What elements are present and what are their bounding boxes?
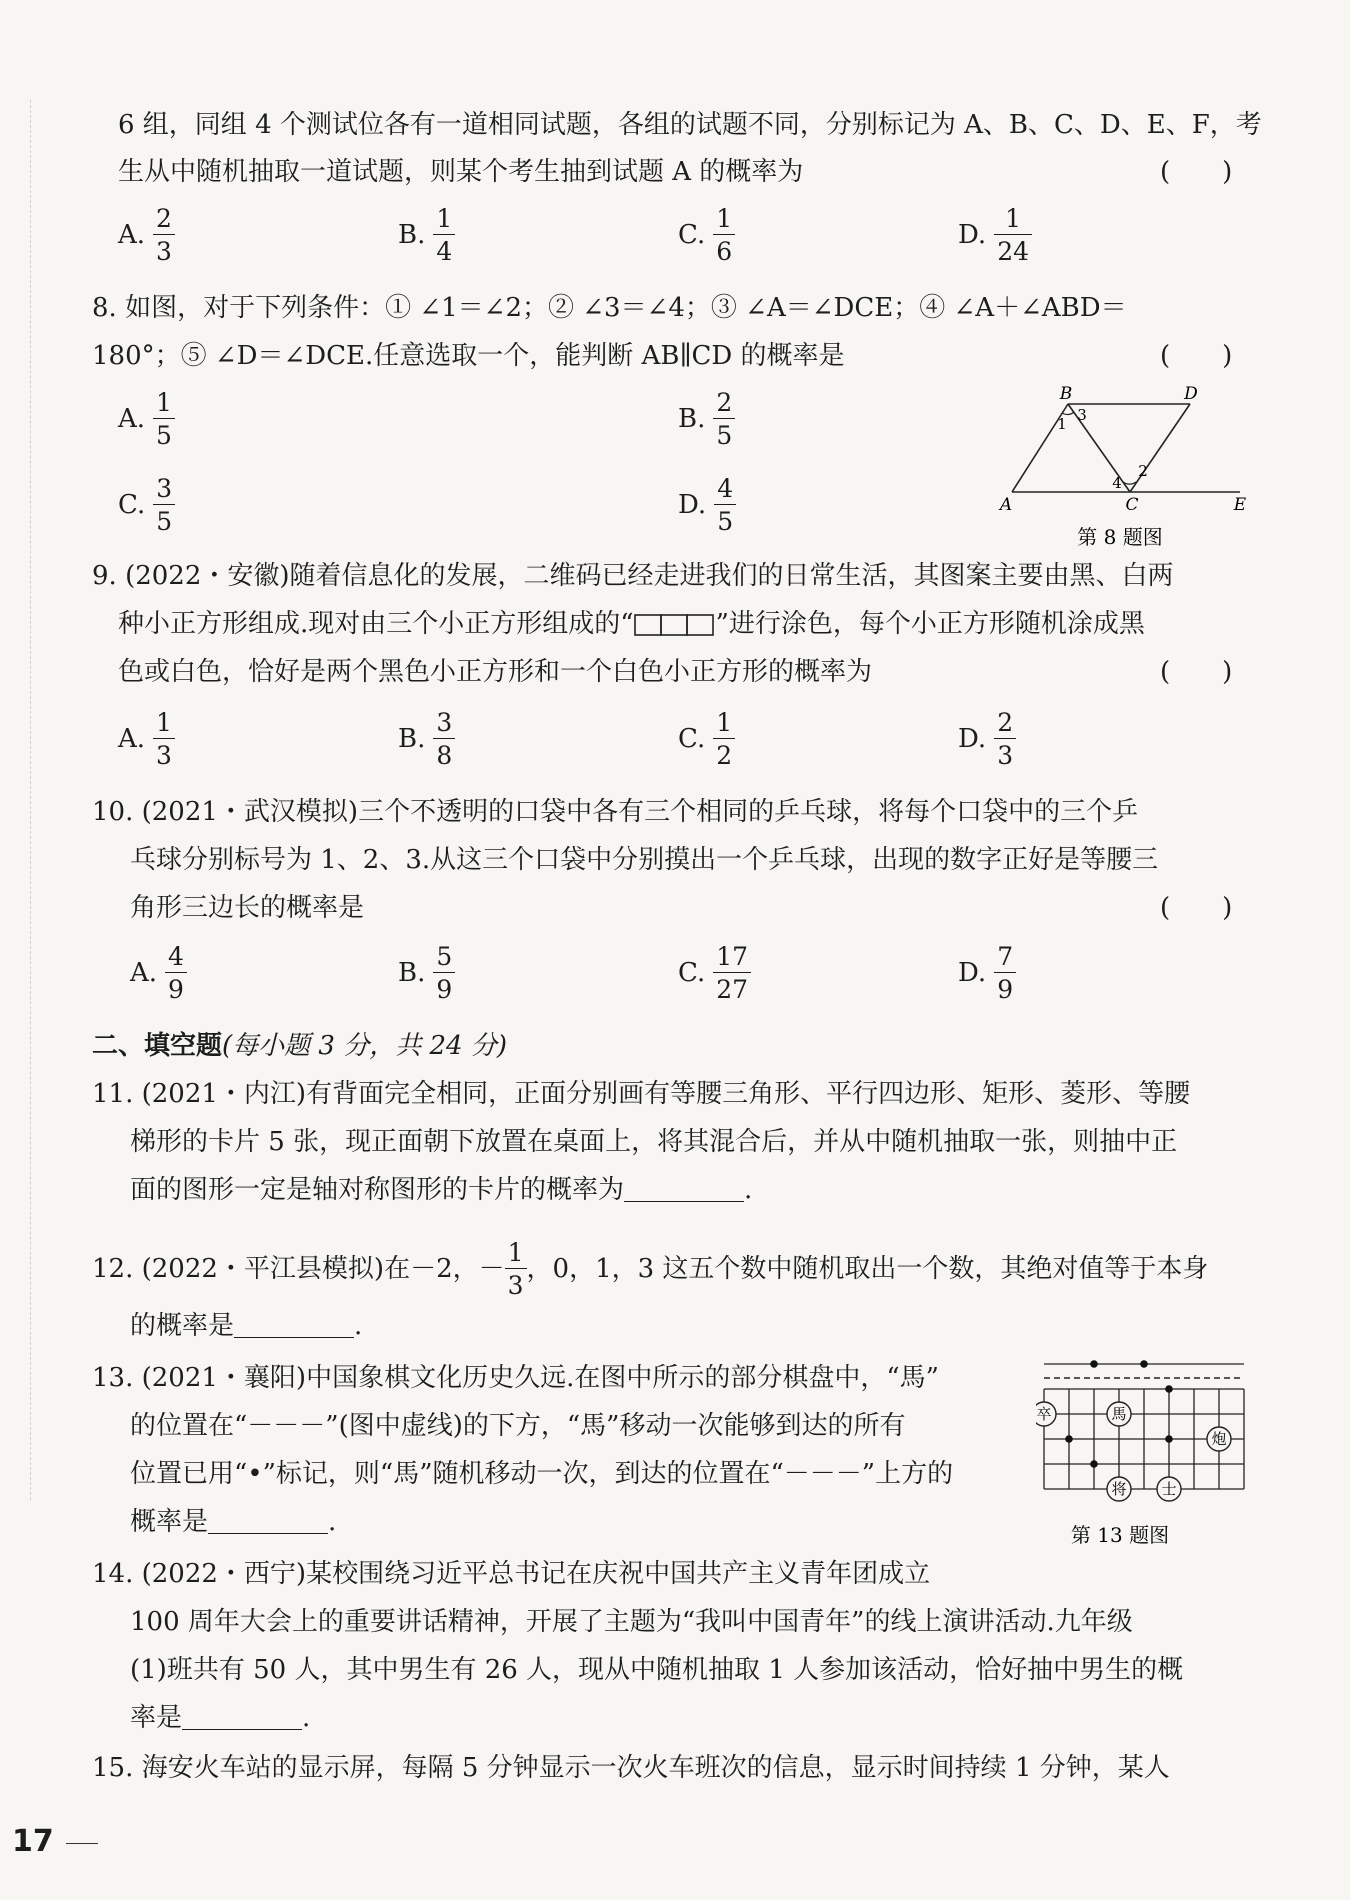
reach-dot [1140, 1360, 1148, 1368]
page-number-dash [66, 1843, 98, 1844]
option-label: D. [958, 220, 987, 250]
q9-line2 [118, 604, 1145, 644]
fraction-denominator: 9 [433, 972, 455, 1002]
piece-jiang: 将 [1111, 1480, 1127, 1498]
fraction-denominator: 6 [713, 234, 735, 264]
q12-line2-text: 的概率是 [130, 1311, 235, 1341]
q8-option-a [118, 390, 175, 448]
q9-line2-before: 种小正方形组成.现对由三个小正方形组成的“ [118, 609, 634, 639]
fraction-denominator: 8 [433, 738, 455, 768]
q8-line1: 8. 如图，对于下列条件：① ∠1＝∠2；② ∠3＝∠4；③ ∠A＝∠DCE；④ ∠A＋∠ABD＝ [92, 293, 1127, 323]
option-label: C. [678, 958, 706, 988]
option-label: A. [130, 958, 158, 988]
q14-line1: 14. (2022・西宁)某校围绕习近平总书记在庆祝中国共产主义青年团成立 [92, 1559, 931, 1589]
fraction-denominator: 5 [153, 418, 175, 448]
q9-option-c [678, 710, 735, 768]
board-grid [1044, 1364, 1244, 1489]
q12-line1-after: ，0，1，3 这五个数中随机取出一个数，其绝对值等于本身 [526, 1254, 1209, 1284]
piece-pao: 炮 [1211, 1430, 1227, 1448]
angle-label-1: 1 [1057, 415, 1067, 433]
fraction-numerator: 1 [156, 708, 172, 737]
reach-dot [1065, 1435, 1073, 1443]
q10-option-c [678, 944, 751, 1002]
option-fraction [994, 710, 1016, 768]
q10-line3: 角形三边长的概率是 [130, 893, 365, 923]
option-fraction [433, 944, 455, 1002]
point-label-d: D [1184, 384, 1198, 404]
option-fraction [714, 476, 736, 534]
q7-option-c [678, 206, 735, 264]
option-fraction [994, 206, 1032, 264]
option-fraction [153, 390, 175, 448]
three-squares-figure [634, 614, 716, 636]
option-label: B. [398, 958, 426, 988]
reach-dot [1165, 1385, 1173, 1393]
fraction-numerator: 2 [997, 708, 1014, 737]
option-fraction [433, 710, 455, 768]
fraction-numerator: 1 [716, 204, 733, 233]
q8-line2: 180°；⑤ ∠D＝∠DCE.任意选取一个，能判断 AB∥CD 的概率是 [92, 341, 845, 371]
point-label-a: A [999, 495, 1013, 515]
q7-option-a [118, 206, 175, 264]
option-label: D. [678, 490, 707, 520]
q9-line2-after: ”进行涂色，每个小正方形随机涂成黑 [715, 609, 1145, 639]
q8-option-d [678, 476, 736, 534]
q10-answer-bracket: ( ) [1160, 893, 1233, 923]
chess-pieces [1036, 1402, 1231, 1501]
option-fraction [713, 944, 751, 1002]
q12-fraction [505, 1240, 527, 1298]
fraction-numerator: 1 [156, 388, 172, 417]
q8-option-b [678, 390, 735, 448]
fraction-numerator: 1 [1005, 204, 1022, 233]
q11-end: . [744, 1175, 753, 1205]
q11-line2: 梯形的卡片 5 张，现正面朝下放置在桌面上，将其混合后，并从中随机抽取一张，则抽中正 [130, 1127, 1178, 1157]
option-fraction [994, 944, 1016, 1002]
reach-dot [1090, 1460, 1098, 1468]
fraction-denominator: 9 [994, 972, 1016, 1002]
q7-line1: 6 组，同组 4 个测试位各有一道相同试题，各组的试题不同，分别标记为 A、B、C、D、E、F，考 [118, 110, 1262, 140]
fraction-numerator: 3 [156, 474, 173, 503]
point-label-e: E [1233, 495, 1247, 515]
q13-figure-caption: 第 13 题图 [1070, 1523, 1170, 1547]
option-fraction [165, 944, 187, 1002]
q8-figure-caption: 第 8 题图 [1077, 525, 1163, 549]
q13-line3: 位置已用“•”标记，则“馬”随机移动一次，到达的位置在“－－－”上方的 [130, 1459, 954, 1489]
q12-answer-blank[interactable] [234, 1309, 354, 1338]
square-1 [635, 615, 661, 635]
fraction-denominator: 4 [433, 234, 455, 264]
option-label: D. [958, 724, 987, 754]
section-title: 二、填空题 [92, 1031, 223, 1061]
q10-option-b [398, 944, 455, 1002]
fraction-denominator: 27 [713, 972, 751, 1002]
q14-line2: 100 周年大会上的重要讲话精神，开展了主题为“我叫中国青年”的线上演讲活动.九年级 [130, 1607, 1133, 1637]
q13-end: . [328, 1507, 337, 1537]
q9-line3: 色或白色，恰好是两个黑色小正方形和一个白色小正方形的概率为 [118, 657, 873, 687]
point-label-c: C [1125, 495, 1139, 515]
option-label: B. [398, 220, 426, 250]
option-label: B. [398, 724, 426, 754]
section-heading [92, 1026, 507, 1066]
q9-option-a [118, 710, 175, 768]
option-label: B. [678, 404, 706, 434]
q11-line3 [130, 1170, 752, 1210]
fraction-numerator: 1 [716, 708, 733, 737]
fraction-numerator: 1 [436, 204, 453, 233]
option-label: C. [118, 490, 146, 520]
q12-line2 [130, 1306, 362, 1346]
piece-ma: 馬 [1111, 1405, 1127, 1423]
q13-answer-blank[interactable] [208, 1505, 328, 1534]
q8-geometry-figure [990, 384, 1250, 554]
option-fraction [153, 710, 175, 768]
option-fraction [433, 206, 455, 264]
option-label: A. [118, 404, 146, 434]
angle-label-3: 3 [1077, 406, 1087, 424]
option-fraction [153, 206, 175, 264]
point-label-b: B [1059, 384, 1073, 404]
fraction-numerator: 4 [717, 474, 734, 503]
q7-option-d [958, 206, 1032, 264]
reach-dot [1165, 1435, 1173, 1443]
q12-line1 [92, 1240, 1208, 1298]
fraction-numerator: 1 [507, 1238, 524, 1267]
option-fraction [713, 710, 735, 768]
fraction-denominator: 3 [153, 738, 175, 768]
q8-answer-bracket: ( ) [1160, 341, 1233, 371]
fraction-numerator: 4 [168, 942, 184, 971]
q12-line1-before: 12. (2022・平江县模拟)在－2，－ [92, 1254, 505, 1284]
q11-line1: 11. (2021・内江)有背面完全相同，正面分别画有等腰三角形、平行四边形、矩形、菱形、等腰 [92, 1079, 1191, 1109]
q14-answer-blank[interactable] [182, 1701, 302, 1730]
q10-line2: 乓球分别标号为 1、2、3.从这三个口袋中分别摸出一个乒乓球，出现的数字正好是等腰三 [130, 845, 1159, 875]
reach-dot [1090, 1360, 1098, 1368]
q11-line3-text: 面的图形一定是轴对称图形的卡片的概率为 [130, 1175, 625, 1205]
piece-shi: 士 [1161, 1480, 1177, 1498]
q7-option-b [398, 206, 455, 264]
angle-label-2: 2 [1138, 462, 1148, 480]
q15-line1: 15. 海安火车站的显示屏，每隔 5 分钟显示一次火车班次的信息，显示时间持续 1 分钟，某人 [92, 1753, 1170, 1783]
q7-answer-bracket: ( ) [1160, 157, 1233, 187]
fraction-numerator: 2 [716, 388, 733, 417]
fraction-denominator: 3 [505, 1268, 527, 1298]
q9-answer-bracket: ( ) [1160, 657, 1233, 687]
q11-answer-blank[interactable] [624, 1173, 744, 1202]
option-label: A. [118, 724, 146, 754]
fraction-numerator: 3 [436, 708, 453, 737]
q7-line2: 生从中随机抽取一道试题，则某个考生抽到试题 A 的概率为 [118, 157, 804, 187]
q14-end: . [302, 1703, 311, 1733]
fraction-numerator: 17 [716, 942, 749, 971]
q13-line2: 的位置在“－－－”(图中虚线)的下方，“馬”移动一次能够到达的所有 [130, 1411, 906, 1441]
option-label: D. [958, 958, 987, 988]
fraction-denominator: 5 [713, 418, 735, 448]
q8-option-c [118, 476, 175, 534]
q13-line4-text: 概率是 [130, 1507, 209, 1537]
fraction-denominator: 5 [714, 504, 736, 534]
fraction-denominator: 3 [153, 234, 175, 264]
square-2 [661, 615, 687, 635]
fraction-denominator: 9 [165, 972, 187, 1002]
q10-option-d [958, 944, 1016, 1002]
fraction-numerator: 2 [156, 204, 172, 233]
option-label: A. [118, 220, 146, 250]
option-fraction [713, 390, 735, 448]
option-fraction [713, 206, 735, 264]
q13-line4 [130, 1502, 336, 1542]
fraction-numerator: 5 [436, 942, 453, 971]
fraction-denominator: 24 [994, 234, 1032, 264]
q9-line1: 9. (2022・安徽)随着信息化的发展，二维码已经走进我们的日常生活，其图案主要由黑、白两 [92, 561, 1174, 591]
q13-chessboard-figure [1036, 1352, 1250, 1552]
angle-arc-c [1123, 482, 1136, 484]
option-fraction [153, 476, 175, 534]
fraction-denominator: 2 [713, 738, 735, 768]
q9-option-d [958, 710, 1016, 768]
fraction-denominator: 5 [153, 504, 175, 534]
page-number: 17 [12, 1824, 54, 1859]
q13-line1: 13. (2021・襄阳)中国象棋文化历史久远.在图中所示的部分棋盘中，“馬” [92, 1363, 939, 1393]
q12-end: . [354, 1311, 363, 1341]
piece-zu: 卒 [1036, 1405, 1052, 1423]
fraction-numerator: 7 [997, 942, 1014, 971]
fraction-denominator: 3 [994, 738, 1016, 768]
q10-line1: 10. (2021・武汉模拟)三个不透明的口袋中各有三个相同的乒乓球，将每个口袋中的三个乒 [92, 797, 1139, 827]
square-3 [687, 615, 713, 635]
q14-line4 [130, 1698, 310, 1738]
q14-line4-text: 率是 [130, 1703, 183, 1733]
option-label: C. [678, 724, 706, 754]
q9-option-b [398, 710, 455, 768]
option-label: C. [678, 220, 706, 250]
margin-guide-line [30, 100, 31, 1500]
angle-label-4: 4 [1112, 474, 1122, 492]
q10-option-a [130, 944, 187, 1002]
section-note: (每小题 3 分，共 24 分) [222, 1031, 507, 1061]
q14-line3: (1)班共有 50 人，其中男生有 26 人，现从中随机抽取 1 人参加该活动，恰好抽中男生的概 [130, 1655, 1184, 1685]
